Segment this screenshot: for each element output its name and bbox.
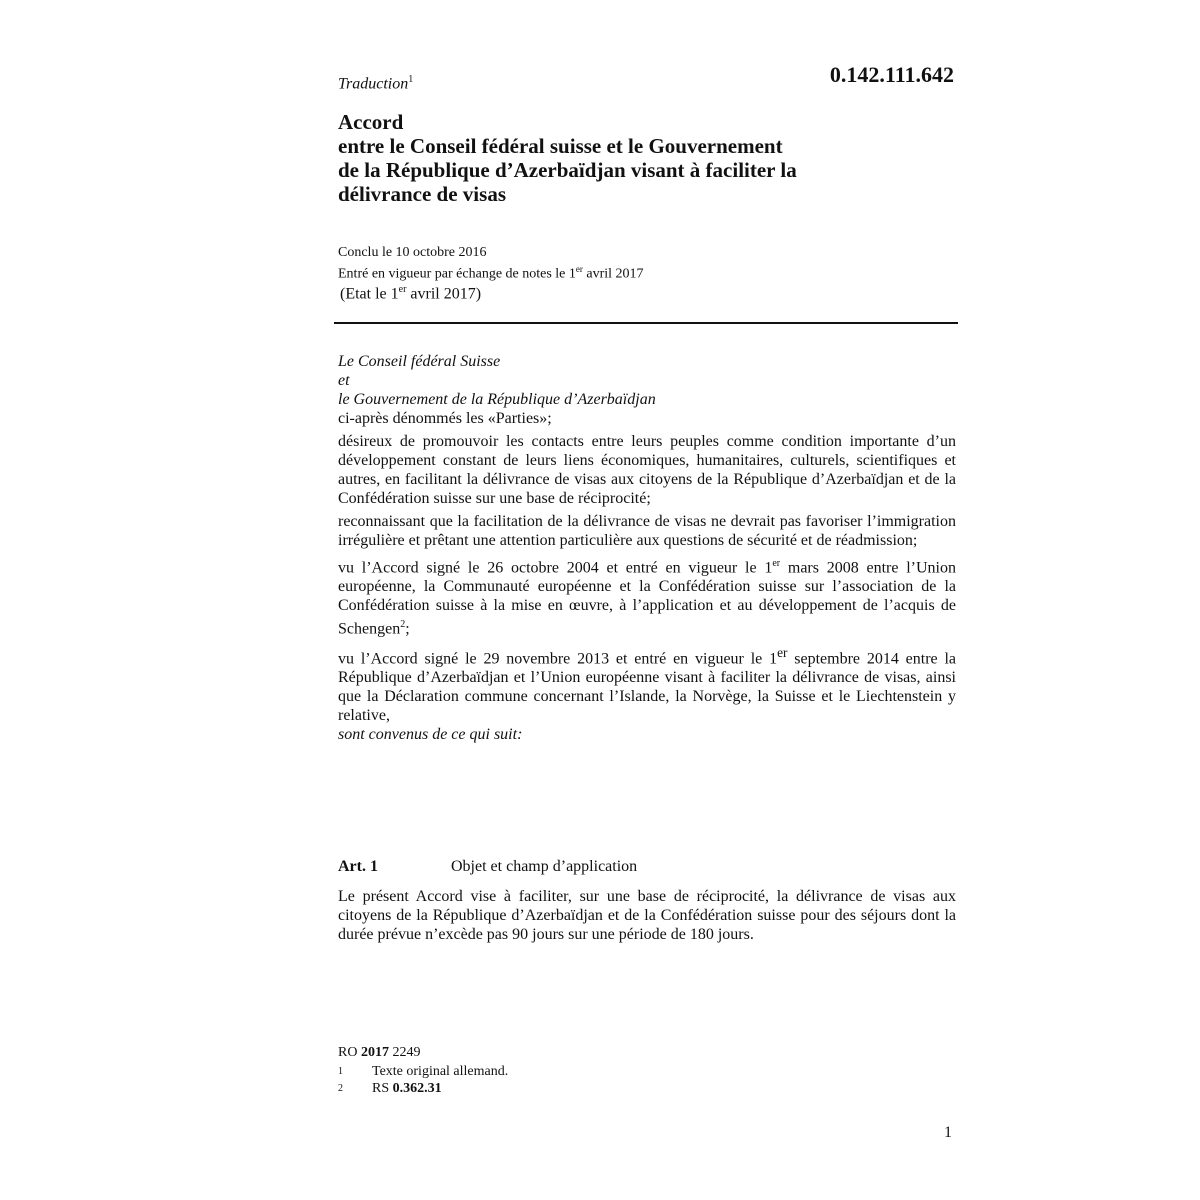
document-number: 0.142.111.642 bbox=[829, 62, 954, 87]
preamble-closing: sont convenus de ce qui suit: bbox=[338, 725, 523, 743]
conjunction: et bbox=[338, 372, 350, 389]
footnote-2-number: 2 bbox=[338, 1083, 343, 1094]
footnote-2 bbox=[338, 1080, 442, 1097]
p4-part-a: vu l’Accord signé le 29 novembre 2013 et entré en vigueur le 1 bbox=[338, 649, 778, 667]
page-number: 1 bbox=[944, 1124, 952, 1141]
ro-prefix: RO bbox=[338, 1045, 361, 1060]
document-title bbox=[338, 110, 898, 206]
p3-part-b: mars 2008 entre l’Union européenne, la Communauté européenne et la Confédération suisse sur l’association de la Confédération suisse à la mise en œuvre, à l’application et au développement de l’acquis de Schengen bbox=[338, 559, 956, 638]
p3-part-c: ; bbox=[405, 620, 410, 638]
title-line-3: de la République d’Azerbaïdjan visant à faciliter la bbox=[338, 158, 797, 182]
ro-page: 2249 bbox=[388, 1045, 421, 1060]
parties-definition: ci-après dénommés les «Parties»; bbox=[338, 410, 552, 427]
title-line-2: entre le Conseil fédéral suisse et le Gouvernement bbox=[338, 134, 783, 158]
article-1-text: Le présent Accord vise à faciliter, sur une base de réciprocité, la délivrance de visas aux citoyens de la République d’Azerbaïdjan et de la Confédération suisse pour des séjours dont la durée prévue n’excède pas 90 jours sur une période de 180 jours. bbox=[338, 888, 956, 943]
preamble-paragraph-2: reconnaissant que la facilitation de la délivrance de visas ne devrait pas favoriser l’immigration irrégulière et prêtant une attention particulière aux questions de sécurité et de réadmission; bbox=[338, 513, 956, 549]
translation-label bbox=[338, 74, 413, 93]
title-line-4: délivrance de visas bbox=[338, 182, 506, 206]
title-divider bbox=[334, 322, 958, 324]
entry-into-force bbox=[338, 261, 644, 283]
footnote-ref-1[interactable]: 1 bbox=[408, 74, 414, 85]
preamble-paragraph-3 bbox=[338, 554, 956, 639]
status-sup: er bbox=[398, 284, 407, 295]
entry-suffix: avril 2017 bbox=[582, 266, 644, 282]
status-prefix: (Etat le 1 bbox=[340, 285, 399, 303]
ro-reference bbox=[338, 1044, 420, 1061]
article-1-heading bbox=[338, 858, 637, 876]
concluded-date: Conclu le 10 octobre 2016 bbox=[338, 245, 487, 260]
article-title: Objet et champ d’application bbox=[451, 858, 638, 875]
footnote-2-link[interactable]: 0.362.31 bbox=[392, 1081, 442, 1096]
party-2: le Gouvernement de la République d’Azerbaïdjan bbox=[338, 391, 656, 408]
party-1: Le Conseil fédéral Suisse bbox=[338, 353, 501, 370]
p3-sup: er bbox=[772, 558, 781, 569]
p4-part-b: septembre 2014 entre la République d’Azerbaïdjan et l’Union européenne visant à faciliter la délivrance de visas, ainsi que la Déclaration commune concernant l’Islande, la Norvège, la Suisse et le Liechtenstein y relative, bbox=[338, 649, 956, 724]
footnote-1-number: 1 bbox=[338, 1066, 343, 1077]
status-date bbox=[340, 284, 481, 303]
preamble-paragraph-1: désireux de promouvoir les contacts entre leurs peuples comme condition importante d’un développement constant de leurs liens économiques, humanitaires, culturels, scientifiques et autres, en facilitant la délivrance de visas aux citoyens de la République d’Azerbaïdjan et de la Confédération suisse sur une base de réciprocité; bbox=[338, 433, 956, 507]
footnote-2-prefix: RS bbox=[372, 1081, 393, 1096]
entry-sup: er bbox=[575, 264, 583, 274]
preamble bbox=[338, 352, 956, 744]
document-meta bbox=[338, 244, 644, 283]
footnote-1 bbox=[338, 1063, 508, 1080]
p3-part-a: vu l’Accord signé le 26 octobre 2004 et entré en vigueur le 1 bbox=[338, 559, 773, 577]
footnote-1-text: Texte original allemand. bbox=[372, 1064, 509, 1079]
footnote-ref-2[interactable]: 2 bbox=[400, 619, 406, 631]
article-number: Art. 1 bbox=[338, 858, 378, 875]
translation-text: Traduction bbox=[338, 75, 409, 93]
status-suffix: avril 2017) bbox=[406, 285, 482, 303]
ro-year: 2017 bbox=[360, 1045, 389, 1060]
preamble-paragraph-4 bbox=[338, 643, 956, 725]
p4-sup: er bbox=[777, 644, 788, 660]
entry-prefix: Entré en vigueur par échange de notes le 1 bbox=[338, 266, 576, 282]
title-line-1: Accord bbox=[338, 110, 404, 134]
